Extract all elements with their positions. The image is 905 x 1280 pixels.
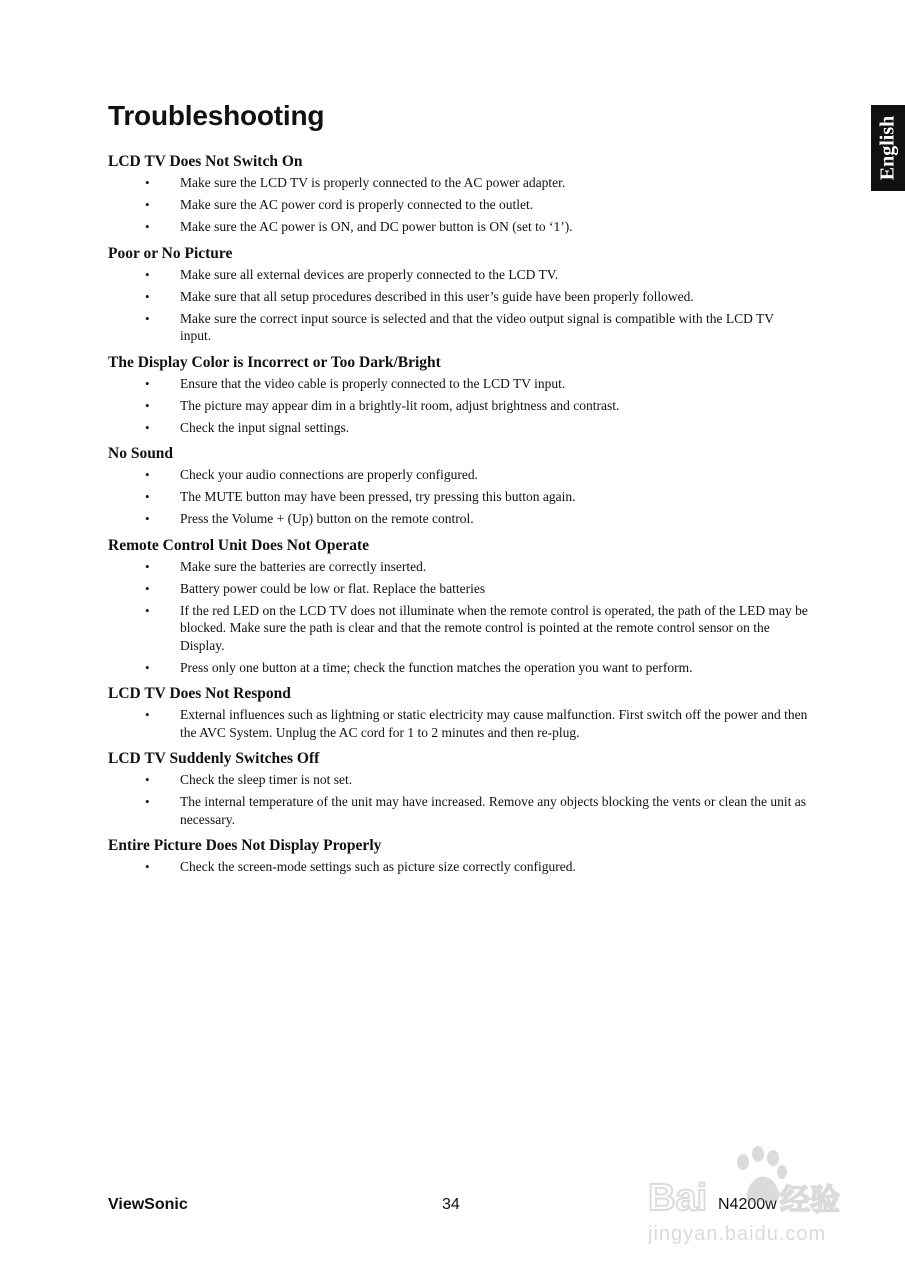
bullet-list xyxy=(108,771,808,828)
bullet-icon: • xyxy=(145,602,150,618)
list-item-text: External influences such as lightning or static electricity may cause malfunction. First switch off the power and then the AVC System. Unplug the AC cord for 1 to 2 minutes and then re-plug. xyxy=(180,707,808,740)
bullet-icon: • xyxy=(145,197,150,212)
troubleshooting-section xyxy=(108,152,808,236)
bullet-icon: • xyxy=(145,580,150,596)
bullet-icon: • xyxy=(145,659,150,675)
list-item-text: Make sure the correct input source is selected and that the video output signal is compatible with the LCD TV input. xyxy=(180,310,774,343)
list-item-text: Make sure the AC power is ON, and DC power button is ON (set to ‘1’). xyxy=(180,219,573,234)
section-heading: Entire Picture Does Not Display Properly xyxy=(108,837,382,854)
section-heading: The Display Color is Incorrect or Too Dark/Bright xyxy=(108,353,441,371)
troubleshooting-content xyxy=(108,152,808,880)
list-item xyxy=(108,174,808,192)
troubleshooting-section xyxy=(108,749,808,828)
list-item-text: Press only one button at a time; check the function matches the operation you want to perform. xyxy=(180,659,693,675)
bullet-icon: • xyxy=(145,310,150,326)
svg-text:经验: 经验 xyxy=(780,1183,840,1218)
list-item xyxy=(108,218,808,236)
footer-brand: ViewSonic xyxy=(108,1196,188,1213)
list-item xyxy=(108,602,808,655)
troubleshooting-section xyxy=(108,684,808,741)
list-item-text: Make sure the batteries are correctly inserted. xyxy=(180,558,427,574)
bullet-icon: • xyxy=(145,772,150,787)
bullet-icon: • xyxy=(145,489,150,504)
list-item xyxy=(108,558,808,576)
bullet-icon: • xyxy=(145,266,150,282)
bullet-icon: • xyxy=(145,397,150,413)
list-item xyxy=(108,510,808,528)
list-item xyxy=(108,771,808,789)
bullet-list xyxy=(108,858,808,876)
bullet-icon: • xyxy=(145,511,150,526)
list-item xyxy=(108,375,808,393)
list-item xyxy=(108,858,808,876)
list-item xyxy=(108,488,808,506)
list-item-text: Battery power could be low or flat. Replace the batteries xyxy=(180,580,486,596)
bullet-list xyxy=(108,174,808,236)
list-item-text: Check the screen-mode settings such as picture size correctly configured. xyxy=(180,859,576,874)
list-item-text: If the red LED on the LCD TV does not illuminate when the remote control is operated, the path of the LED may be blocked. Make sure the path is clear and that the remote control is pointed at the remote control sensor on the Display. xyxy=(180,602,808,653)
list-item-text: Make sure all external devices are properly connected to the LCD TV. xyxy=(180,266,559,282)
bullet-icon: • xyxy=(145,859,150,874)
bullet-icon: • xyxy=(145,288,150,304)
list-item xyxy=(108,419,808,437)
list-item-text: Check the sleep timer is not set. xyxy=(180,772,353,787)
section-heading: No Sound xyxy=(108,445,174,462)
list-item xyxy=(108,580,808,598)
list-item xyxy=(108,659,808,677)
troubleshooting-section xyxy=(108,836,808,876)
footer-model: N4200w xyxy=(718,1196,777,1213)
troubleshooting-section xyxy=(108,444,808,528)
bullet-list xyxy=(108,266,808,345)
language-tab-label: English xyxy=(876,115,899,181)
list-item-text: Make sure the LCD TV is properly connected to the AC power adapter. xyxy=(180,175,566,190)
list-item-text: Ensure that the video cable is properly connected to the LCD TV input. xyxy=(180,375,566,391)
list-item xyxy=(108,196,808,214)
list-item-text: Make sure the AC power cord is properly connected to the outlet. xyxy=(180,197,534,212)
list-item-text: Check your audio connections are properly configured. xyxy=(180,467,479,482)
section-heading: Remote Control Unit Does Not Operate xyxy=(108,536,370,554)
list-item xyxy=(108,310,808,345)
list-item xyxy=(108,793,808,828)
bullet-list xyxy=(108,706,808,741)
bullet-icon: • xyxy=(145,794,150,809)
list-item-text: The MUTE button may have been pressed, try pressing this button again. xyxy=(180,489,576,504)
bullet-list xyxy=(108,375,808,437)
svg-text:jingyan.baidu.com: jingyan.baidu.com xyxy=(648,1223,827,1245)
troubleshooting-section xyxy=(108,244,808,345)
baidu-watermark-logo xyxy=(640,1140,855,1250)
section-heading: Poor or No Picture xyxy=(108,244,233,262)
list-item-text: Press the Volume + (Up) button on the remote control. xyxy=(180,511,474,526)
svg-text:Bai: Bai xyxy=(648,1177,708,1219)
list-item xyxy=(108,397,808,415)
list-item xyxy=(108,466,808,484)
footer-page-number: 34 xyxy=(442,1196,460,1213)
bullet-icon: • xyxy=(145,707,150,722)
list-item-text: The internal temperature of the unit may have increased. Remove any objects blocking the vents or clean the unit as necessary. xyxy=(180,794,807,827)
list-item xyxy=(108,706,808,741)
section-heading: LCD TV Does Not Respond xyxy=(108,685,291,702)
bullet-icon: • xyxy=(145,419,150,435)
bullet-list xyxy=(108,558,808,677)
troubleshooting-section xyxy=(108,353,808,437)
section-heading: LCD TV Does Not Switch On xyxy=(108,153,303,170)
bullet-icon: • xyxy=(145,467,150,482)
list-item-text: Make sure that all setup procedures described in this user’s guide have been properly followed. xyxy=(180,288,694,304)
page-title: Troubleshooting xyxy=(108,100,325,131)
list-item-text: Check the input signal settings. xyxy=(180,419,350,435)
bullet-icon: • xyxy=(145,375,150,391)
bullet-icon: • xyxy=(145,175,150,190)
list-item xyxy=(108,266,808,284)
language-tab xyxy=(871,105,905,191)
list-item-text: The picture may appear dim in a brightly-lit room, adjust brightness and contrast. xyxy=(180,397,620,413)
list-item xyxy=(108,288,808,306)
troubleshooting-section xyxy=(108,536,808,677)
bullet-icon: • xyxy=(145,219,150,234)
bullet-list xyxy=(108,466,808,528)
section-heading: LCD TV Suddenly Switches Off xyxy=(108,750,320,767)
bullet-icon: • xyxy=(145,558,150,574)
